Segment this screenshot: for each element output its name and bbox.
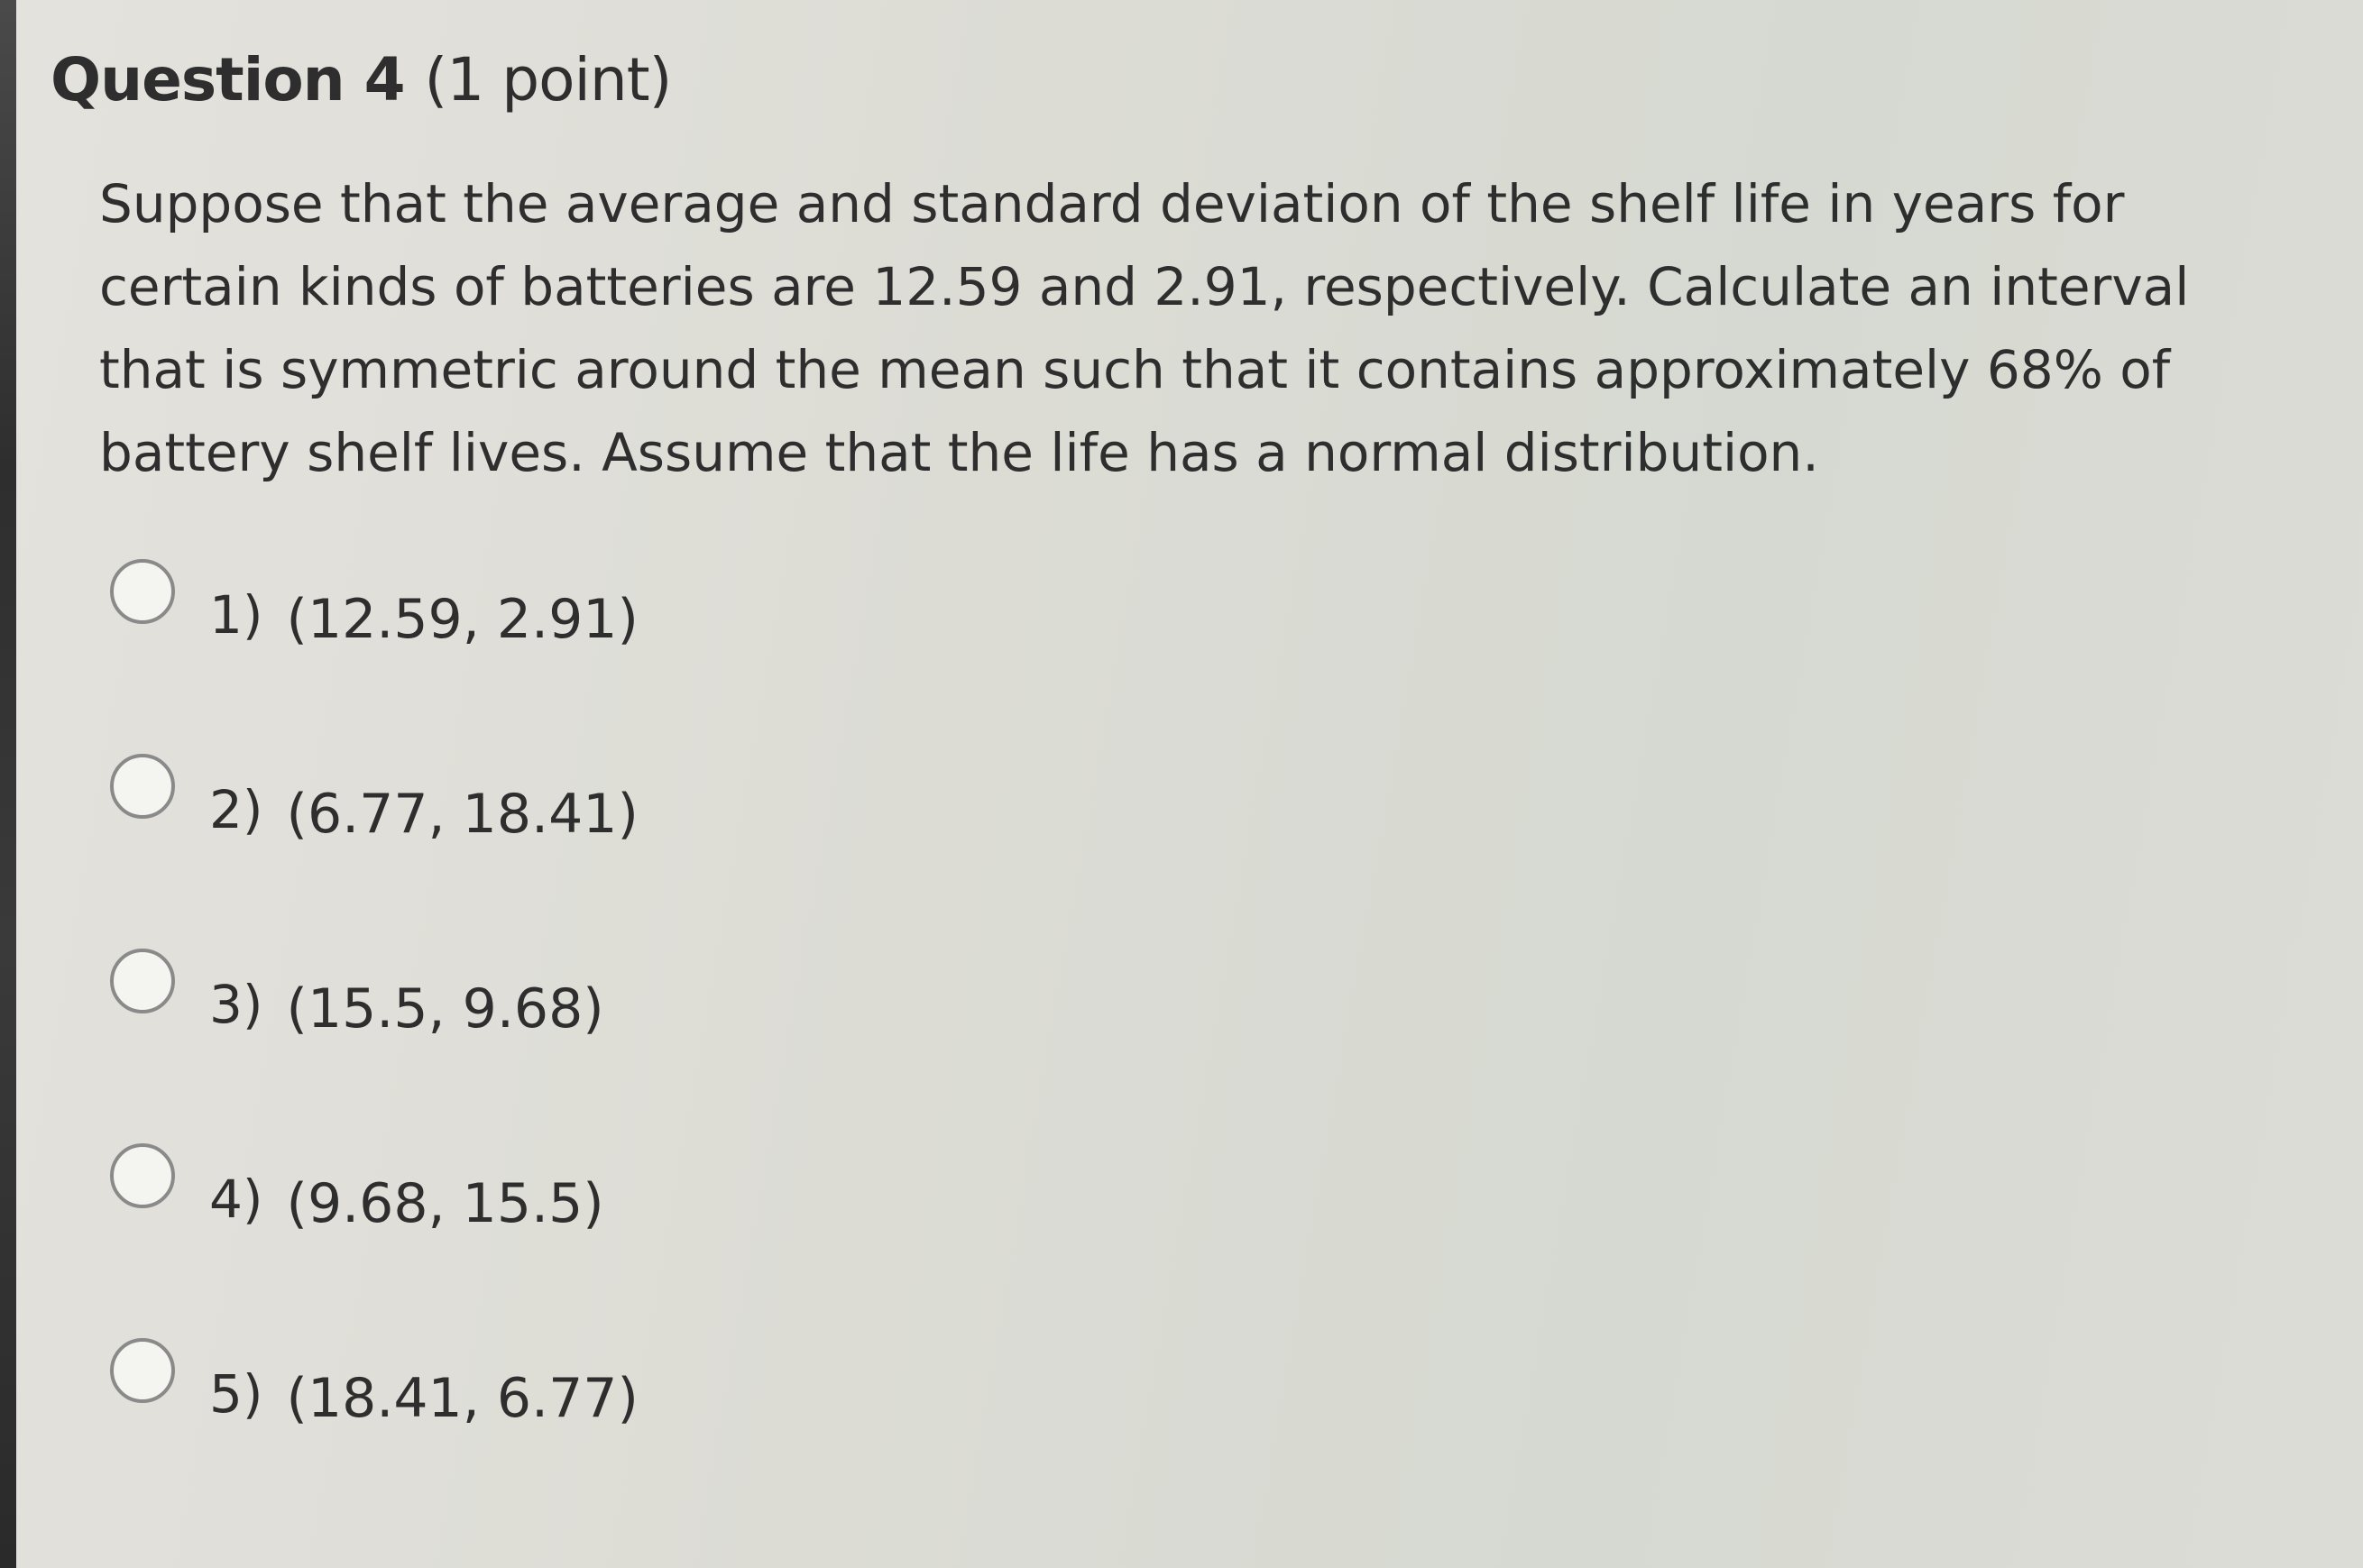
radio-button-2[interactable]: [110, 754, 175, 819]
option-label: (15.5, 9.68): [286, 977, 604, 1041]
answer-option-1[interactable]: [110, 559, 639, 754]
option-number: 5): [209, 1363, 263, 1425]
quiz-page: [16, 0, 2363, 1568]
option-number: 3): [209, 974, 263, 1035]
radio-button-3[interactable]: [110, 949, 175, 1013]
question-points: (1 point): [424, 45, 672, 115]
answer-option-4[interactable]: [110, 1143, 639, 1338]
option-label: (9.68, 15.5): [286, 1172, 604, 1235]
question-text: Suppose that the average and standard deviation of the shelf life in years for certain kinds of batteries are 12.59 and 2.91, respectively. Calculate an interval that is symmetric around the mean such that it contains approximately 68% of battery shelf lives. Assume that the life has a normal distribution.: [99, 173, 2190, 483]
answer-option-3[interactable]: [110, 949, 639, 1143]
radio-button-5[interactable]: [110, 1338, 175, 1403]
answer-option-5[interactable]: [110, 1338, 639, 1533]
option-number: 2): [209, 779, 263, 840]
radio-button-4[interactable]: [110, 1143, 175, 1208]
answer-options: [110, 559, 639, 1533]
option-label: (12.59, 2.91): [286, 588, 639, 651]
option-label: (6.77, 18.41): [286, 783, 639, 846]
screen-bezel-left: [0, 0, 16, 1568]
option-number: 4): [209, 1169, 263, 1230]
radio-button-1[interactable]: [110, 559, 175, 624]
question-number: Question 4: [51, 45, 405, 115]
question-heading: [51, 45, 671, 115]
option-label: (18.41, 6.77): [286, 1367, 639, 1430]
answer-option-2[interactable]: [110, 754, 639, 949]
option-number: 1): [209, 584, 263, 646]
